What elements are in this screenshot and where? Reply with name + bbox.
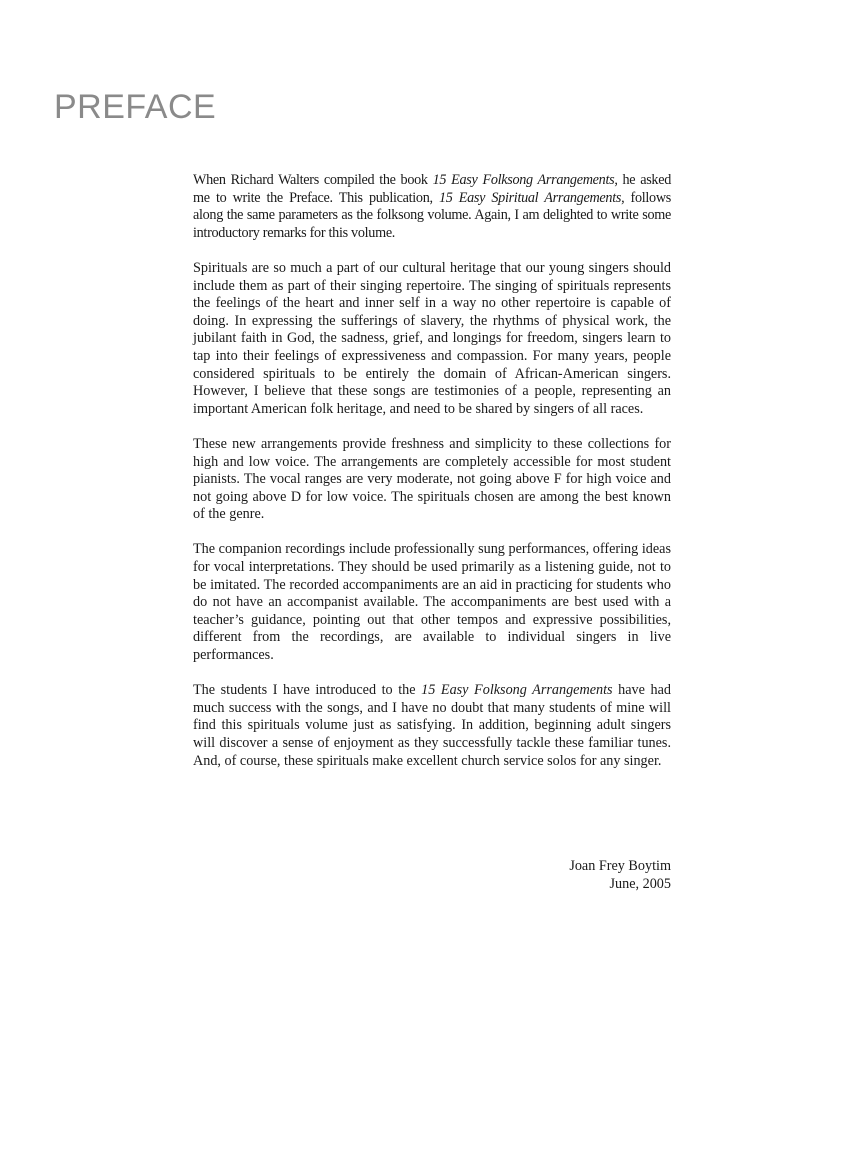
paragraph-3: These new arrangements provide freshness and simplicity to these collections for high and low voice. The arrangements are completely accessible for most student pianists. The vocal ranges are very moderate, not going above F for high voice and not going above D for low voice. The spirituals chosen are among the best known of the genre.: [193, 435, 671, 523]
paragraph-2: Spirituals are so much a part of our cultural heritage that our young singers should include them as part of their singing repertoire. The singing of spirituals represents the feelings of the heart and inner self in a way no other repertoire is capable of doing. In expressing the sufferings of slavery, the rhythms of physical work, the jubilant faith in God, the sadness, grief, and longings for freedom, singers learn to tap into their feelings of expressiveness and compassion. For many years, people considered spirituals to be entirely the domain of African-American singers. However, I believe that these songs are testimonies of a people, representing an important American folk heritage, and need to be shared by singers of all races.: [193, 259, 671, 417]
book-title-folksong: 15 Easy Folksong Arrangements: [432, 172, 615, 188]
paragraph-5-text-a: The students I have introduced to the: [193, 682, 422, 699]
paragraph-1-text-c: , he asked me to write the Preface. This publication,: [193, 172, 671, 206]
book-title-folksong-2: 15 Easy Folksong Arrangements: [421, 682, 613, 699]
paragraph-5-text-c: have had much success with the songs, and I have no doubt that many students of mine will find this spirituals volume just as satisfying. In addition, beginning adult singers will discover a sense of enjoyment as they successfully tackle these familiar tunes. And, of course, these spirituals make excellent church service solos for any singer.: [193, 682, 671, 769]
signature-block: [569, 858, 671, 893]
signature-date: June, 2005: [609, 875, 671, 892]
paragraph-1: [193, 172, 671, 242]
paragraph-1-text-a: When Richard Walters compiled the book: [193, 172, 433, 188]
paragraph-1-text-e: , follows along the same parameters as the folksong volume. Again, I am delighted to write some introductory remarks for this volume.: [193, 189, 672, 241]
preface-body: [193, 172, 671, 788]
author-name: Joan Frey Boytim: [569, 858, 671, 874]
paragraph-5: [193, 682, 671, 770]
paragraph-4: The companion recordings include professionally sung performances, offering ideas for vocal interpretations. They should be used primarily as a listening guide, not to be imitated. The recorded accompaniments are an aid in practicing for students who do not have an accompanist available. The accompaniments are best used with a teacher’s guidance, pointing out that other tempos and expressive possibilities, different from the recordings, are available to individual singers in live performances.: [193, 541, 671, 664]
book-title-spiritual: 15 Easy Spiritual Arrangements: [438, 189, 622, 206]
page-title: PREFACE: [54, 88, 217, 126]
